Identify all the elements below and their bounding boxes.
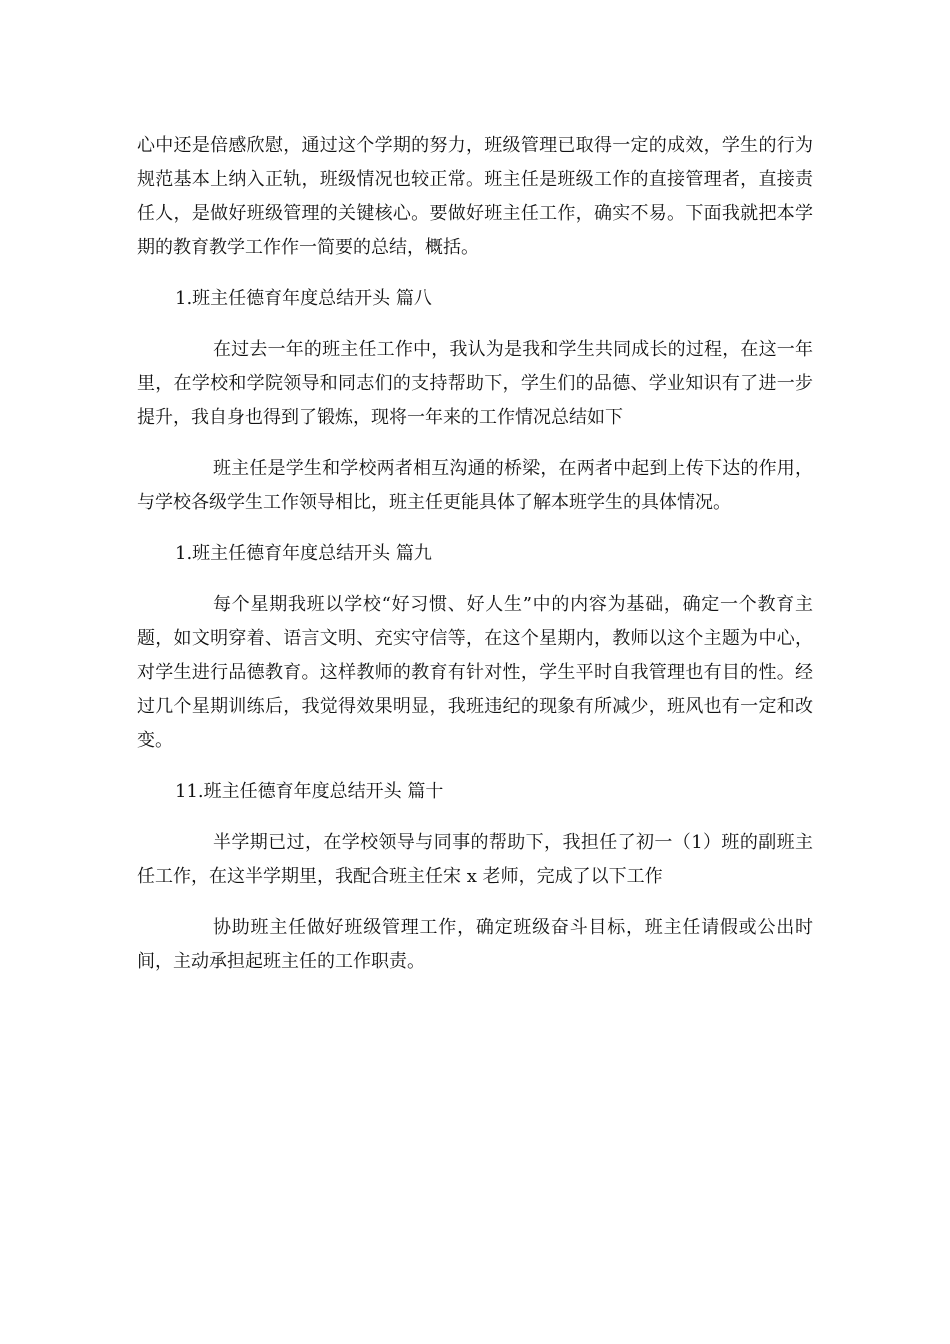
section-heading-part-9: 1.班主任德育年度总结开头 篇九 <box>175 543 432 564</box>
paragraph-gap <box>137 571 813 588</box>
paragraph-part-8-first: 在过去一年的班主任工作中，我认为是我和学生共同成长的过程，在这一年里，在学校和学院领导和同志们的支持帮助下，学生们的品德、学业知识有了进一步提升，我自身也得到了锻炼，现将一年来的工作情况总结如下 <box>137 339 813 428</box>
paragraph-gap <box>137 435 813 452</box>
paragraph-gap <box>137 520 813 537</box>
paragraph-part-10-second: 协助班主任做好班级管理工作，确定班级奋斗目标，班主任请假或公出时间，主动承担起班主任的工作职责。 <box>137 917 813 972</box>
paragraph-part-9: 每个星期我班以学校“好习惯、好人生”中的内容为基础，确定一个教育主题，如文明穿着、语言文明、充实守信等，在这个星期内，教师以这个主题为中心，对学生进行品德教育。这样教师的教育有针对性，学生平时自我管理也有目的性。经过几个星期训练后，我觉得效果明显，我班违纪的现象有所减少，班风也有一定和改变。 <box>137 594 813 751</box>
section-heading-part-8: 1.班主任德育年度总结开头 篇八 <box>175 288 432 309</box>
paragraph-part-8-second: 班主任是学生和学校两者相互沟通的桥梁，在两者中起到上传下达的作用，与学校各级学生工作领导相比，班主任更能具体了解本班学生的具体情况。 <box>137 458 813 513</box>
paragraph-gap <box>137 809 813 826</box>
paragraph-intro-continuation: 心中还是倍感欣慰，通过这个学期的努力，班级管理已取得一定的成效，学生的行为规范基本上纳入正轨，班级情况也较正常。班主任是班级工作的直接管理者，直接责任人，是做好班级管理的关键核心。要做好班主任工作，确实不易。下面我就把本学期的教育教学工作作一简要的总结，概括。 <box>137 135 813 258</box>
section-heading-part-10: 11.班主任德育年度总结开头 篇十 <box>175 781 444 802</box>
paragraph-part-10-first: 半学期已过，在学校领导与同事的帮助下，我担任了初一（1）班的副班主任工作，在这半学期里，我配合班主任宋 x 老师，完成了以下工作 <box>137 832 813 887</box>
paragraph-gap <box>137 758 813 775</box>
document-body <box>137 129 813 979</box>
paragraph-gap <box>137 894 813 911</box>
paragraph-gap <box>137 316 813 333</box>
paragraph-gap <box>137 265 813 282</box>
